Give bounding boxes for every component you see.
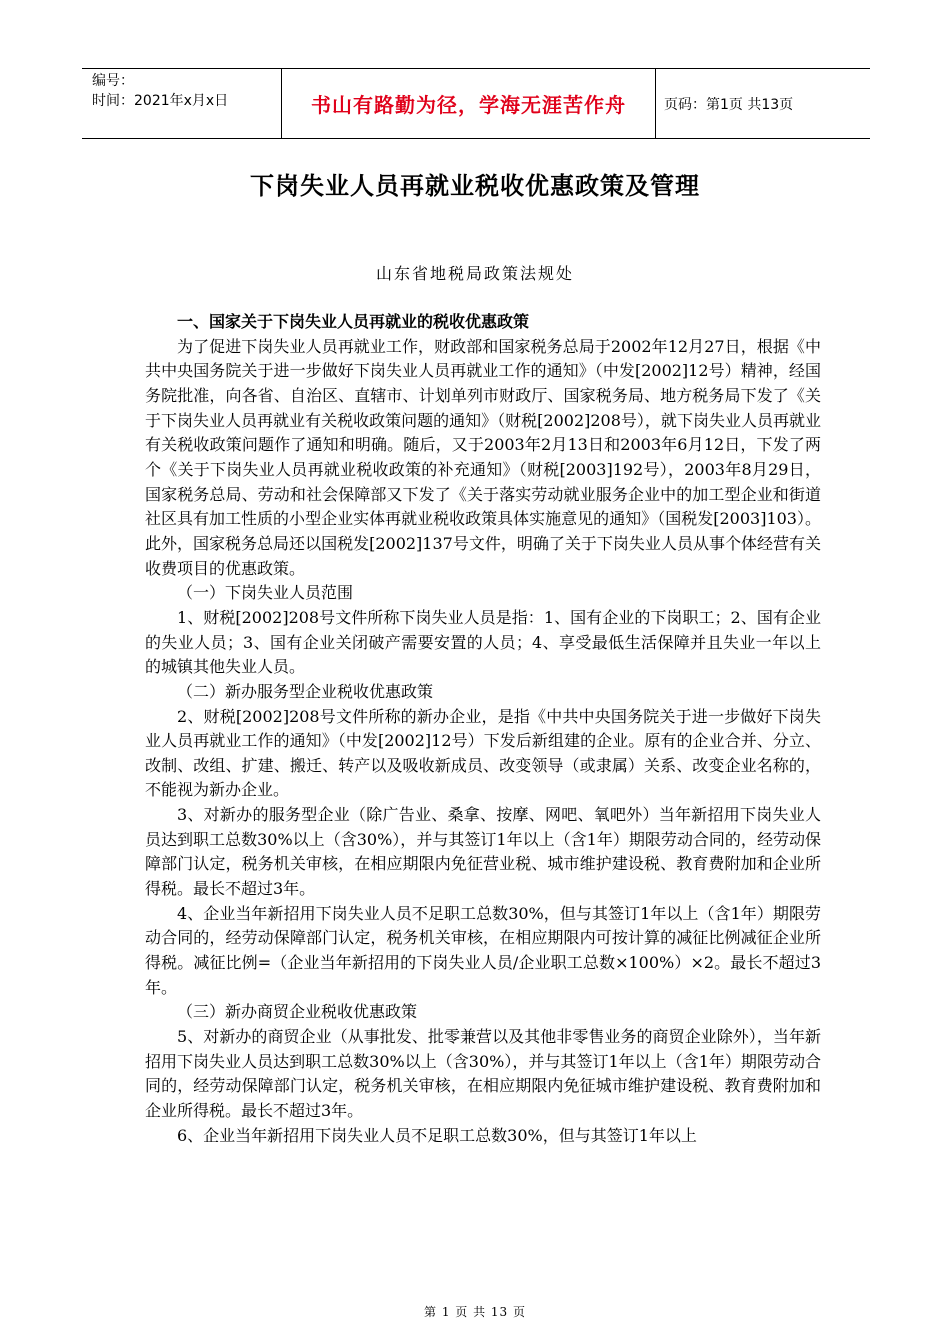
body-paragraph: 2、财税[2002]208号文件所称的新办企业，是指《中共中央国务院关于进一步做好下岗失业人员再就业工作的通知》（中发[2002]12号）下发后新组建的企业。原有的企业合并、分立、改制、改组、扩建、搬迁、转产以及吸收新成员、改变领导（或隶属）关系、改变企业名称的，不能视为新办企业。 bbox=[145, 706, 821, 800]
number-label: 编号： bbox=[92, 73, 134, 89]
document-title: 下岗失业人员再就业税收优惠政策及管理 bbox=[250, 172, 700, 200]
subsection-heading: （一）下岗失业人员范围 bbox=[177, 583, 354, 603]
body-paragraph: 1、财税[2002]208号文件所称下岗失业人员是指：1、国有企业的下岗职工；2、国有企业的失业人员；3、国有企业关闭破产需要安置的人员；4、享受最低生活保障并且失业一年以上的城镇其他失业人员。 bbox=[145, 607, 821, 677]
page-footer: 第 1 页 共 13 页 bbox=[424, 1305, 526, 1319]
document-author: 山东省地税局政策法规处 bbox=[375, 264, 574, 283]
page-header bbox=[82, 68, 870, 139]
subsection-heading: （三）新办商贸企业税收优惠政策 bbox=[177, 1002, 418, 1022]
body-paragraph: 3、对新办的服务型企业（除广告业、桑拿、按摩、网吧、氧吧外）当年新招用下岗失业人员达到职工总数30%以上（含30%），并与其签订1年以上（含1年）期限劳动合同的，经劳动保障部门认定，税务机关审核，在相应期限内免征营业税、城市维护建设税、教育费附加和企业所得税。最长不超过3年。 bbox=[145, 805, 821, 899]
subsection-heading: （二）新办服务型企业税收优惠政策 bbox=[177, 681, 434, 701]
body-paragraph: 4、企业当年新招用下岗失业人员不足职工总数30%，但与其签订1年以上（含1年）期限劳动合同的，经劳动保障部门认定，税务机关审核，在相应期限内可按计算的减征比例减征企业所得税。减征比例=（企业当年新招用的下岗失业人员/企业职工总数×100%）×2。最长不超过3年。 bbox=[145, 903, 821, 997]
header-motto: 书山有路勤为径，学海无涯苦作舟 bbox=[282, 69, 656, 138]
document-body bbox=[145, 310, 821, 1148]
header-meta bbox=[82, 69, 282, 138]
header-page-info: 页码：第1页 共13页 bbox=[664, 96, 794, 113]
section-heading: 一、国家关于下岗失业人员再就业的税收优惠政策 bbox=[177, 312, 530, 331]
body-paragraph: 5、对新办的商贸企业（从事批发、批零兼营以及其他非零售业务的商贸企业除外），当年新招用下岗失业人员达到职工总数30%以上（含30%），并与其签订1年以上（含1年）期限劳动合同的，经劳动保障部门认定，税务机关审核，在相应期限内免征城市维护建设税、教育费附加和企业所得税。最长不超过3年。 bbox=[145, 1027, 821, 1120]
body-paragraph: 6、企业当年新招用下岗失业人员不足职工总数30%，但与其签订1年以上 bbox=[177, 1125, 697, 1145]
body-paragraph: 为了促进下岗失业人员再就业工作，财政部和国家税务总局于2002年12月27日，根据《中共中央国务院关于进一步做好下岗失业人员再就业工作的通知》（中发[2002]12号）精神，经国务院批准，向各省、自治区、直辖市、计划单列市财政厅、国家税务局、地方税务局下发了《关于下岗失业人员再就业有关税收政策问题的通知》（财税[2002]208号），就下岗失业人员再就业有关税收政策问题作了通知和明确。随后，又于2003年2月13日和2003年6月12日，下发了两个《关于下岗失业人员再就业税收政策的补充通知》（财税[2003]192号），2003年8月29日，国家税务总局、劳动和社会保障部又下发了《关于落实劳动就业服务企业中的加工型企业和街道社区具有加工性质的小型企业实体再就业税收政策具体实施意见的通知》（国税发[2003]103）。此外，国家税务总局还以国税发[2002]137号文件，明确了关于下岗失业人员从事个体经营有关收费项目的优惠政策。 bbox=[145, 336, 821, 578]
time-label: 时间：2021年x月x日 bbox=[92, 93, 229, 109]
